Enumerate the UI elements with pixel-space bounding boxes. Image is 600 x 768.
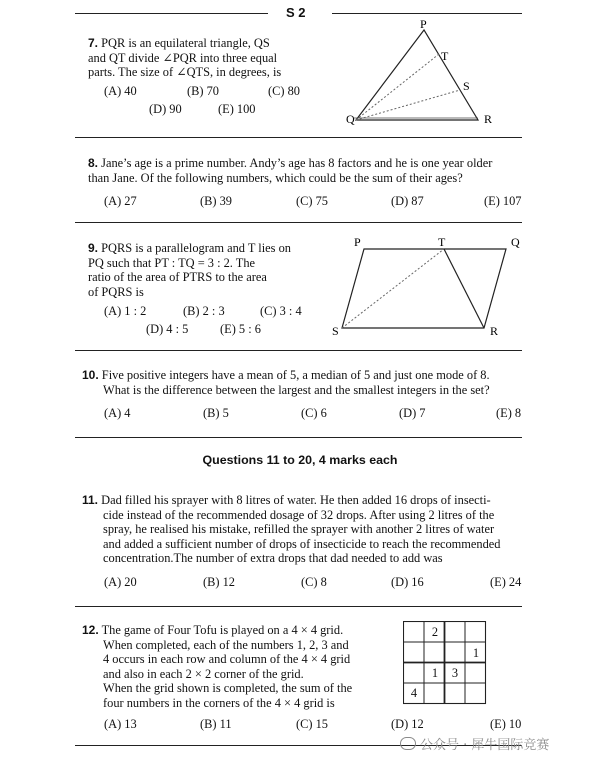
- q9-label-q: Q: [511, 235, 520, 249]
- question-7-line-1: PQR is an equilateral triangle, QS: [101, 36, 270, 50]
- q7-label-r: R: [484, 112, 493, 126]
- question-7-number: 7.: [88, 36, 99, 50]
- question-11-text: [82, 493, 522, 566]
- q12-option-b[interactable]: (B) 11: [200, 717, 232, 731]
- q11-option-b[interactable]: (B) 12: [203, 575, 236, 589]
- q9-option-c[interactable]: (C) 3 : 4: [260, 304, 302, 318]
- q9-option-b[interactable]: (B) 2 : 3: [183, 304, 225, 318]
- q11-option-c[interactable]: (C) 8: [301, 575, 327, 589]
- q9-label-r: R: [490, 324, 499, 338]
- q8-option-b[interactable]: (B) 39: [200, 194, 233, 208]
- q12-option-d[interactable]: (D) 12: [391, 717, 424, 731]
- question-8-number: 8.: [88, 156, 99, 170]
- q7-label-q: Q: [346, 112, 355, 126]
- question-9-line-2: PQ such that PT : TQ = 3 : 2. The: [88, 255, 256, 270]
- question-7-line-3: parts. The size of ∠QTS, in degrees, is: [88, 65, 282, 80]
- q7-option-a[interactable]: (A) 40: [104, 84, 137, 98]
- question-9-line-3: ratio of the area of PTRS to the area: [88, 270, 267, 285]
- grid-cell-r4c1: 4: [410, 686, 418, 700]
- q9-option-d[interactable]: (D) 4 : 5: [146, 322, 189, 336]
- header-rule-left: [75, 13, 268, 14]
- question-7-line-2: and QT divide ∠PQR into three equal: [88, 50, 278, 65]
- q8-option-e[interactable]: (E) 107: [484, 194, 522, 208]
- question-9-number: 9.: [88, 241, 99, 255]
- question-10-text: [82, 368, 522, 397]
- q8-option-a[interactable]: (A) 27: [104, 194, 137, 208]
- q9-label-s: S: [332, 324, 339, 338]
- q11-option-a[interactable]: (A) 20: [104, 575, 137, 589]
- q9-line-tr: [444, 249, 484, 328]
- q7-label-t: T: [441, 49, 449, 63]
- q7-label-s: S: [463, 79, 470, 93]
- q10-option-c[interactable]: (C) 6: [301, 406, 327, 420]
- wechat-icon: [400, 737, 416, 750]
- question-12-line-2: When completed, each of the numbers 1, 2, 3 and: [103, 637, 349, 652]
- q7-option-d[interactable]: (D) 90: [149, 102, 182, 116]
- grid-cell-r2c4: 1: [472, 646, 480, 660]
- q11-option-e[interactable]: (E) 24: [490, 575, 522, 589]
- q7-line-qs: [356, 90, 460, 120]
- page-label: S 2: [286, 5, 306, 20]
- question-11-number: 11.: [82, 493, 99, 507]
- q7-label-p: P: [420, 17, 427, 31]
- q7-line-qt: [356, 54, 439, 120]
- section-title: Questions 11 to 20, 4 marks each: [202, 453, 398, 467]
- question-10-line-2: What is the difference between the largest and the smallest integers in the set?: [103, 382, 490, 397]
- question-12-line-3: 4 occurs in each row and column of the 4 × 4 grid: [103, 652, 351, 667]
- question-11-line-4: and added a sufficient number of drops of insecticide to reach the recommended: [103, 536, 501, 551]
- q9-label-p: P: [354, 235, 361, 249]
- header-rule-right: [332, 13, 522, 14]
- q7-option-e[interactable]: (E) 100: [218, 102, 256, 116]
- q9-parallelogram-figure: [330, 232, 530, 340]
- q10-option-b[interactable]: (B) 5: [203, 406, 229, 420]
- question-9-text: [88, 241, 302, 299]
- q10-option-e[interactable]: (E) 8: [496, 406, 522, 420]
- divider-q10-section: [75, 437, 522, 438]
- question-11-line-5: concentration.The number of extra drops that dad needed to add was: [103, 551, 443, 566]
- grid-cell-r1c2: 2: [431, 625, 439, 639]
- divider-q8-q9: [75, 222, 522, 223]
- q7-option-b[interactable]: (B) 70: [187, 84, 220, 98]
- question-9-line-1: PQRS is a parallelogram and T lies on: [101, 241, 291, 255]
- question-7-text: [88, 36, 302, 80]
- q9-option-e[interactable]: (E) 5 : 6: [220, 322, 261, 336]
- q7-triangle-pqr: [356, 30, 478, 120]
- question-12-line-6: four numbers in the corners of the 4 × 4 grid is: [103, 695, 335, 710]
- q7-triangle-figure: [340, 16, 500, 128]
- q10-option-a[interactable]: (A) 4: [104, 406, 131, 420]
- question-12-line-1: The game of Four Tofu is played on a 4 × 4 grid.: [101, 623, 344, 637]
- question-10-line-1: Five positive integers have a mean of 5, a median of 5 and just one mode of 8.: [101, 368, 490, 382]
- watermark-text: 公众号 · 犀牛国际竞赛: [420, 738, 550, 753]
- watermark: [400, 734, 549, 753]
- divider-q7-q8: [75, 137, 522, 138]
- question-8-line-2: than Jane. Of the following numbers, which could be the sum of their ages?: [88, 170, 463, 185]
- question-8-line-1: Jane’s age is a prime number. Andy’s age has 8 factors and he is one year older: [101, 156, 493, 170]
- question-12-line-4: and also in each 2 × 2 corner of the grid.: [103, 666, 304, 681]
- divider-q11-q12: [75, 606, 522, 607]
- q9-label-t: T: [438, 235, 446, 249]
- question-12-number: 12.: [82, 623, 99, 637]
- q12-option-e[interactable]: (E) 10: [490, 717, 522, 731]
- divider-q9-q10: [75, 350, 522, 351]
- q9-parallelogram-pqrs: [342, 249, 506, 328]
- question-10-number: 10.: [82, 368, 99, 382]
- q12-option-c[interactable]: (C) 15: [296, 717, 329, 731]
- q8-option-d[interactable]: (D) 87: [391, 194, 424, 208]
- question-11-line-2: cide instead of the recommended dosage of 32 drops. After using 2 litres of the: [103, 507, 495, 522]
- question-12-text: [82, 623, 364, 711]
- question-12-line-5: When the grid shown is completed, the sum of the: [103, 681, 353, 696]
- q9-line-st: [342, 249, 444, 328]
- q9-option-a[interactable]: (A) 1 : 2: [104, 304, 147, 318]
- q8-option-c[interactable]: (C) 75: [296, 194, 329, 208]
- q7-option-c[interactable]: (C) 80: [268, 84, 301, 98]
- grid-cell-r3c3: 3: [451, 666, 459, 680]
- q12-option-a[interactable]: (A) 13: [104, 717, 137, 731]
- question-11-line-3: spray, he realised his mistake, refilled the sprayer with another 2 litres of water: [103, 522, 495, 537]
- question-11-line-1: Dad filled his sprayer with 8 litres of water. He then added 16 drops of insecti-: [101, 493, 491, 507]
- question-8-text: [88, 156, 522, 185]
- q11-option-d[interactable]: (D) 16: [391, 575, 424, 589]
- grid-cell-r3c2: 1: [431, 666, 439, 680]
- q10-option-d[interactable]: (D) 7: [399, 406, 426, 420]
- question-9-line-4: of PQRS is: [88, 284, 144, 299]
